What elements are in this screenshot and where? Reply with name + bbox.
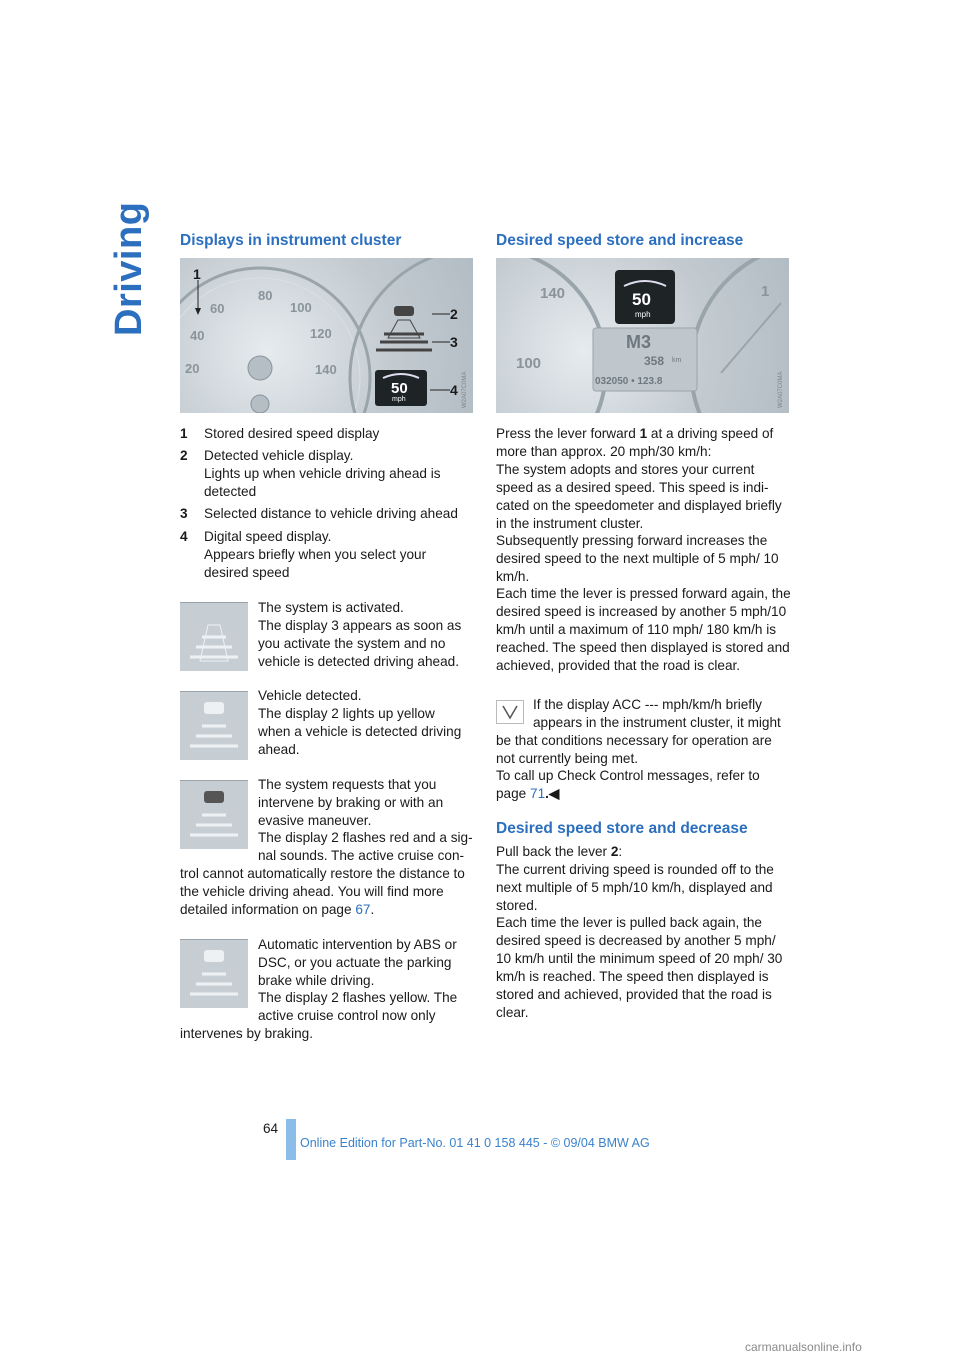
display-thumb-vehicle — [180, 691, 248, 760]
svg-text:60: 60 — [210, 301, 225, 316]
list-item: 2 Detected vehicle display. Lights up when vehicle driving ahead is detected — [180, 448, 441, 499]
note-acc-b: be that conditions necessary for operation are not currently being met. — [496, 733, 772, 766]
vehicle-lane-warning-icon — [180, 781, 248, 849]
heading-store-increase: Desired speed store and increase — [496, 232, 744, 249]
speed-unit: mph — [392, 396, 406, 403]
para-pulled-again: Each time the lever is pulled back again, the desired speed is decreased by another 5 mph/ 10 km/h until the minimum speed of 20 mph/ 30 km/h is reached. The speed then displayed is stored and achieved, provided that the road is clear. — [496, 915, 783, 1020]
callout-4: 4 — [450, 382, 458, 398]
speed-unit-2: mph — [635, 310, 651, 319]
cluster-illustration — [180, 258, 473, 413]
note-triangle-icon — [496, 700, 524, 724]
block-intervene-b: The display 2 flashes red and a sig- — [258, 830, 473, 845]
svg-text:120: 120 — [310, 326, 332, 341]
para-pull-back: Pull back the lever 2: — [496, 844, 623, 859]
page-link-71[interactable]: 71 — [530, 786, 546, 801]
vehicle-lane-brake-icon — [180, 940, 248, 1008]
callout-2: 2 — [450, 306, 458, 322]
speed-readout-2: 50 — [632, 290, 651, 309]
figure-code-2: W2A07C0MA — [778, 371, 784, 408]
section-tab: Driving — [108, 201, 150, 336]
svg-text:100: 100 — [516, 355, 542, 372]
vehicle-lane-icon — [180, 692, 248, 760]
note-acc-c: To call up Check Control messages, refer to page 71.◀ — [496, 768, 760, 801]
note-icon — [496, 700, 524, 724]
svg-text:140: 140 — [315, 362, 337, 377]
svg-text:40: 40 — [190, 328, 205, 343]
model-badge: M3 — [626, 332, 652, 352]
list-item: 4 Digital speed display. Appears briefly when you select your desired speed — [180, 529, 427, 580]
block-intervene-a: The system requests that you intervene by braking or with an evasive maneuver. — [258, 777, 444, 828]
block-abs-b: The display 2 flashes yellow. The active cruise control now only — [258, 990, 458, 1023]
edition-note: Online Edition for Part-No. 01 41 0 158 445 - © 09/04 BMW AG — [300, 1136, 650, 1150]
display-thumb-intervene — [180, 780, 248, 849]
block-abs-a: Automatic intervention by ABS or DSC, or you actuate the parking brake while driving. — [258, 937, 457, 988]
para-press-forward: Press the lever forward 1 at a driving speed of more than approx. 20 mph/30 km/h: — [496, 426, 774, 459]
speed-readout: 50 — [391, 380, 408, 397]
callout-3: 3 — [450, 334, 458, 350]
svg-text:100: 100 — [290, 300, 312, 315]
para-each-time: Each time the lever is pressed forward again, the desired speed is increased by another 5 mph/10 km/h until a maximum of 110 mph/ 180 km/h is reached. The speed then displayed is stored and achieved, provided that the road is clear. — [496, 586, 791, 673]
range-value: 358 — [644, 354, 665, 368]
page-number: 64 — [263, 1121, 279, 1136]
cluster-speed-figure — [496, 258, 789, 413]
page-link-67[interactable]: 67 — [355, 902, 371, 917]
list-item: 1 Stored desired speed display — [180, 426, 380, 441]
instrument-cluster-figure — [180, 258, 473, 413]
figure-code: W2A07C0MA — [462, 371, 468, 408]
footer-bar — [286, 1119, 296, 1160]
list-item: 3 Selected distance to vehicle driving ahead — [180, 506, 458, 521]
svg-text:20: 20 — [185, 361, 200, 376]
range-unit: km — [672, 357, 682, 364]
block-vehicle-detected: Vehicle detected. The display 2 lights up yellow when a vehicle is detected driving ahead. — [258, 688, 462, 757]
para-rounded: The current driving speed is rounded off to the next multiple of 5 mph/10 km/h, displayed and stored. — [496, 862, 774, 913]
odometer: 032050 • 123.8 — [595, 376, 663, 387]
watermark: carmanualsonline.info — [745, 1340, 862, 1354]
svg-text:80: 80 — [258, 288, 273, 303]
block-intervene-d: trol cannot automatically restore the distance to the vehicle driving ahead. You will find more detailed information on page 67. — [180, 866, 465, 917]
heading-displays: Displays in instrument cluster — [180, 232, 402, 249]
heading-store-decrease: Desired speed store and decrease — [496, 820, 748, 837]
block-activated: The system is activated. The display 3 appears as soon as you activate the system and no vehicle is detected driving ahead. — [258, 600, 462, 669]
display-thumb-activated — [180, 602, 248, 671]
block-abs-c: intervenes by braking. — [180, 1026, 313, 1041]
note-acc-a: If the display ACC --- mph/km/h briefly appears in the instrument cluster, it might — [533, 697, 781, 730]
para-adopts: The system adopts and stores your current speed as a desired speed. This speed is indi- cated on the speedometer and displayed briefly in the instrument cluster. — [496, 462, 782, 531]
svg-text:1: 1 — [761, 283, 770, 300]
svg-text:140: 140 — [540, 285, 566, 302]
display-thumb-abs — [180, 939, 248, 1008]
lane-icon — [180, 603, 248, 671]
block-intervene-c: nal sounds. The active cruise con- — [258, 848, 465, 863]
para-subsequent: Subsequently pressing forward increases the desired speed to the next multiple of 5 mph/ 10 km/h. — [496, 533, 779, 584]
callout-1: 1 — [193, 266, 201, 282]
